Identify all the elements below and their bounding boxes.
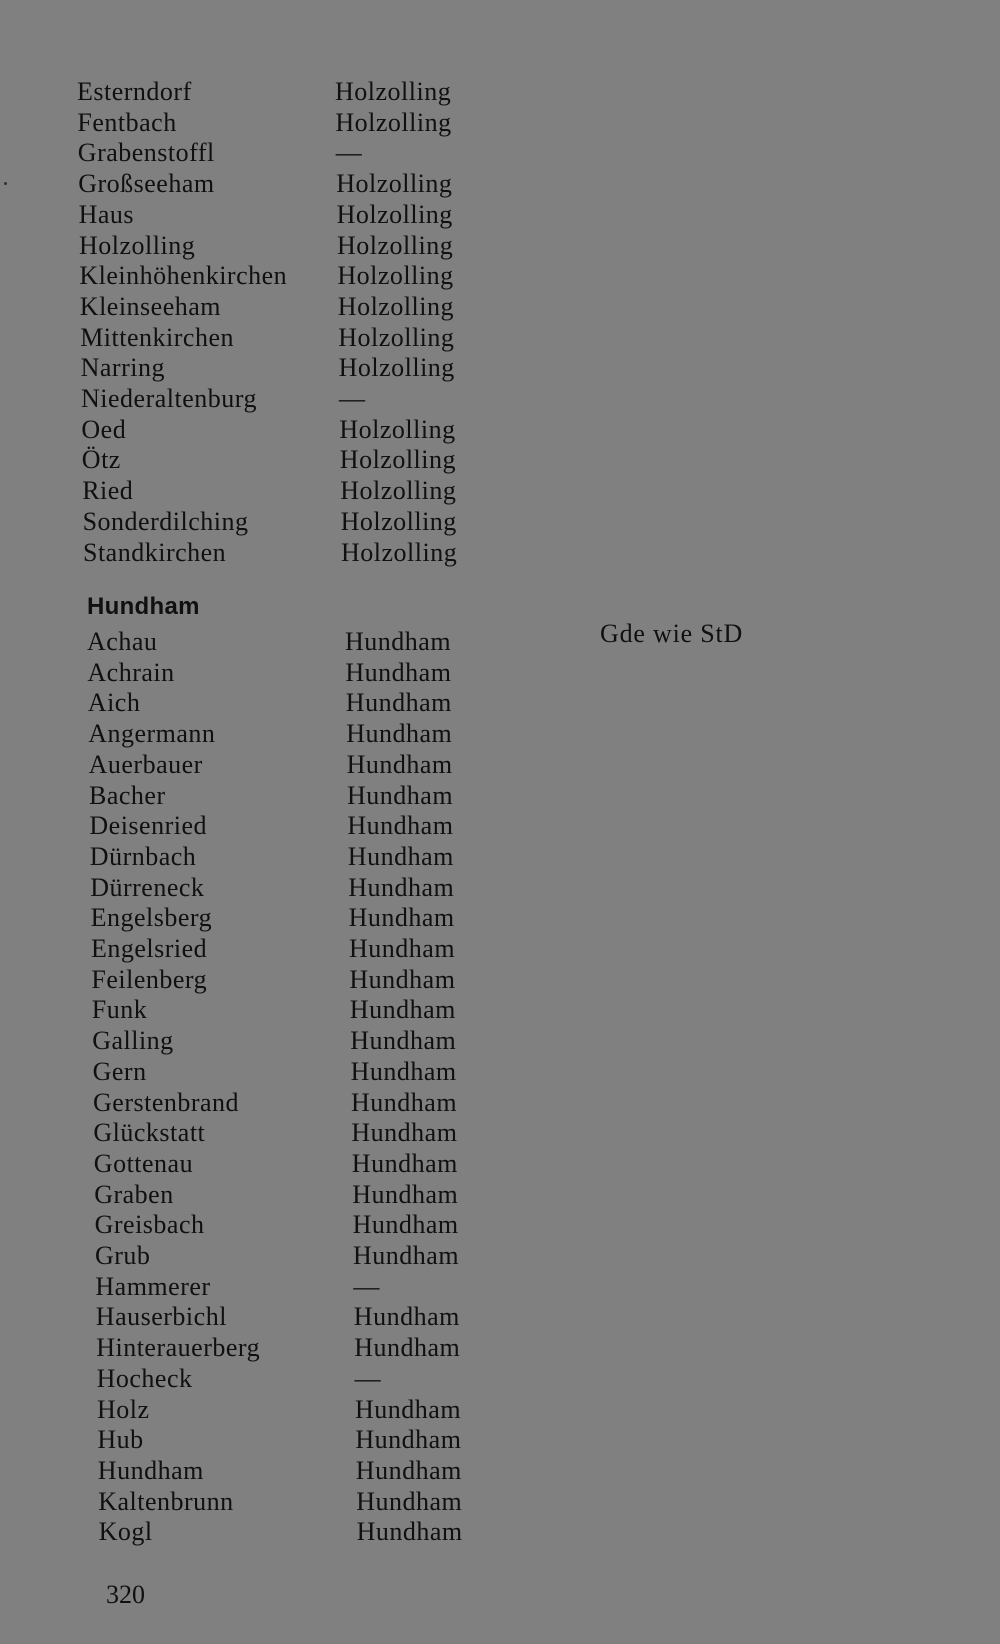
- place-name: Oed: [81, 414, 127, 444]
- place-name: Dürreneck: [90, 872, 205, 902]
- place-name: Kogl: [98, 1517, 153, 1547]
- section-heading: Hundham: [87, 593, 200, 620]
- place-name: Angermann: [88, 719, 216, 749]
- place-name: Grabenstoffl: [77, 138, 215, 168]
- place-name: Deisenried: [89, 811, 208, 841]
- gemeinde-name: Hundham: [349, 964, 456, 994]
- place-name: Hub: [97, 1425, 144, 1455]
- page-number: 320: [106, 1580, 145, 1609]
- place-name: Feilenberg: [91, 964, 208, 994]
- place-name: Holz: [97, 1394, 150, 1424]
- gemeinde-name: Holzolling: [340, 476, 457, 506]
- place-name: Hinterauerberg: [96, 1333, 261, 1363]
- section-note: Gde wie StD: [600, 619, 744, 648]
- place-name: Niederaltenburg: [81, 384, 257, 413]
- gemeinde-name: Hundham: [355, 1455, 462, 1485]
- place-name: Esterndorf: [77, 77, 192, 106]
- place-name: Aich: [87, 688, 141, 718]
- gemeinde-name: Holzolling: [336, 199, 453, 229]
- gemeinde-name: Holzolling: [335, 107, 452, 137]
- place-name: Engelsried: [91, 934, 208, 963]
- gemeinde-name: Hundham: [352, 1210, 459, 1240]
- gemeinde-name: Holzolling: [336, 169, 453, 199]
- place-name: Großseeham: [78, 169, 215, 199]
- place-name: Fentbach: [77, 107, 177, 137]
- gemeinde-name: —: [354, 1363, 382, 1393]
- place-name: Ötz: [81, 445, 121, 475]
- place-name: Kleinseeham: [79, 291, 222, 321]
- place-name: Achau: [87, 627, 158, 656]
- gemeinde-name: Hundham: [345, 688, 452, 718]
- gemeinde-name: —: [339, 384, 366, 413]
- gemeinde-name: Holzolling: [340, 506, 457, 536]
- gemeinde-name: Holzolling: [339, 445, 457, 475]
- gemeinde-name: Hundham: [348, 903, 455, 933]
- gemeinde-name: Hundham: [350, 1026, 457, 1056]
- gemeinde-name: Hundham: [356, 1517, 463, 1547]
- place-name: Glückstatt: [93, 1118, 206, 1148]
- gemeinde-name: Hundham: [356, 1486, 463, 1516]
- gemeinde-name: Hundham: [353, 1241, 460, 1270]
- place-name: Engelsberg: [90, 903, 213, 933]
- gemeinde-name: Holzolling: [337, 261, 454, 291]
- gemeinde-name: Holzolling: [338, 353, 455, 383]
- place-name: Haus: [78, 199, 135, 229]
- place-name: Auerbauer: [88, 749, 203, 779]
- place-name: Grub: [95, 1241, 151, 1270]
- gemeinde-name: Hundham: [345, 657, 452, 687]
- stray-mark: [4, 182, 7, 185]
- gemeinde-name: Hundham: [346, 719, 453, 749]
- place-name: Gottenau: [93, 1148, 194, 1178]
- place-name: Hammerer: [95, 1271, 211, 1301]
- place-name: Holzolling: [79, 230, 196, 260]
- place-name: Ried: [82, 476, 134, 506]
- place-name: Greisbach: [94, 1210, 205, 1240]
- gemeinde-name: Hundham: [350, 1056, 457, 1086]
- gemeinde-name: Hundham: [347, 841, 454, 871]
- gemeinde-name: Hundham: [352, 1179, 459, 1209]
- place-name: Hocheck: [96, 1363, 193, 1393]
- gemeinde-name: Hundham: [349, 995, 456, 1025]
- gemeinde-name: Hundham: [349, 934, 456, 963]
- gemeinde-name: Holzolling: [335, 77, 452, 106]
- place-name: Kaltenbrunn: [98, 1486, 234, 1516]
- gemeinde-name: Hundham: [351, 1118, 458, 1148]
- gemeinde-name: Holzolling: [337, 230, 454, 260]
- gemeinde-name: Hundham: [354, 1333, 461, 1363]
- place-name: Sonderdilching: [82, 506, 249, 536]
- place-name: Mittenkirchen: [80, 322, 234, 352]
- gemeinde-name: —: [353, 1271, 380, 1301]
- place-name: Funk: [91, 995, 148, 1025]
- place-name: Gern: [92, 1056, 147, 1086]
- place-name: Narring: [80, 353, 165, 383]
- gemeinde-name: Holzolling: [339, 414, 456, 444]
- place-name: Bacher: [89, 780, 166, 810]
- gemeinde-name: Hundham: [351, 1087, 458, 1117]
- gemeinde-name: Hundham: [347, 780, 454, 810]
- gemeinde-name: Holzolling: [338, 322, 455, 352]
- place-name: Hundham: [97, 1455, 204, 1485]
- gemeinde-name: Holzolling: [341, 537, 458, 567]
- place-name: Kleinhöhenkirchen: [79, 261, 288, 291]
- gemeinde-name: Hundham: [345, 627, 452, 656]
- gemeinde-name: Hundham: [347, 811, 454, 841]
- gemeinde-name: Hundham: [346, 749, 453, 779]
- gemeinde-name: —: [335, 138, 363, 168]
- place-name: Graben: [94, 1179, 174, 1209]
- place-name: Galling: [92, 1026, 174, 1056]
- gemeinde-name: Hundham: [348, 872, 455, 902]
- gemeinde-name: Hundham: [355, 1394, 462, 1424]
- gemeinde-name: Holzolling: [337, 291, 455, 321]
- place-name: Hauserbichl: [95, 1302, 227, 1332]
- gemeinde-name: Hundham: [353, 1302, 460, 1332]
- place-name: Standkirchen: [83, 537, 227, 567]
- gemeinde-name: Hundham: [351, 1148, 458, 1178]
- place-name: Dürnbach: [89, 841, 197, 871]
- gemeinde-name: Hundham: [355, 1425, 462, 1455]
- place-name: Achrain: [87, 657, 175, 687]
- place-name: Gerstenbrand: [93, 1087, 240, 1117]
